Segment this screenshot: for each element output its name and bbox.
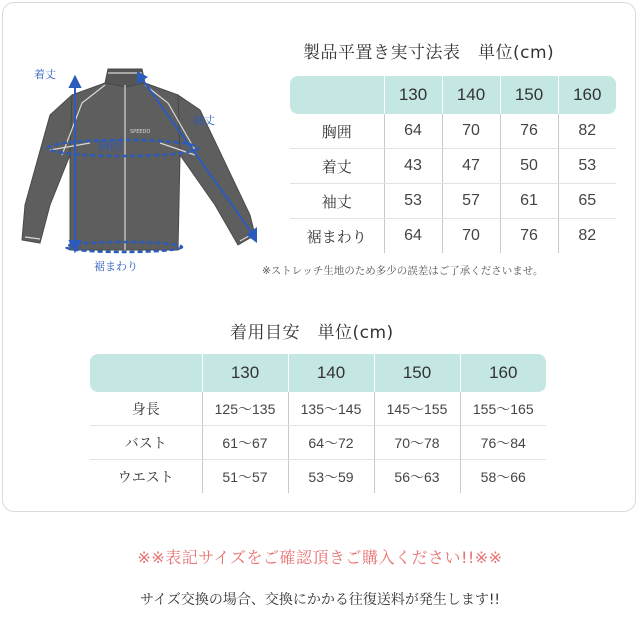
product-table-title: 製品平置き実寸法表 単位(cm) <box>303 43 555 63</box>
table-row <box>90 392 546 426</box>
table-cell: 135〜145 <box>288 392 374 426</box>
table-cell: 76 <box>500 219 558 254</box>
header-cell: 130 <box>202 354 288 392</box>
header-cell: 160 <box>460 354 546 392</box>
table-cell: 145〜155 <box>374 392 460 426</box>
table-cell: 53〜59 <box>288 460 374 494</box>
table-row <box>90 426 546 460</box>
table-header-row <box>90 354 546 392</box>
table-cell: 64 <box>384 114 442 149</box>
product-size-table <box>290 76 616 253</box>
jacket-illustration <box>22 69 255 250</box>
wearing-guide-table <box>90 354 546 493</box>
tolerance-note: ※ストレッチ生地のため多少の誤差はご了承くださいませ。 <box>262 265 544 277</box>
row-label: 胸囲 <box>290 114 384 149</box>
table-row <box>290 219 616 254</box>
table-cell: 70 <box>442 219 500 254</box>
table-cell: 50 <box>500 149 558 184</box>
label-chest: 胸囲 <box>98 139 123 153</box>
label-hem: 裾まわり <box>94 260 138 273</box>
row-label: バスト <box>90 426 202 460</box>
table-header-row <box>290 76 616 114</box>
header-cell <box>290 76 384 114</box>
table-row <box>290 114 616 149</box>
header-cell: 140 <box>288 354 374 392</box>
size-check-warning: ※※表記サイズをご確認頂きご購入ください!!※※ <box>137 548 503 567</box>
table-cell: 56〜63 <box>374 460 460 494</box>
table-cell: 70 <box>442 114 500 149</box>
exchange-shipping-note: サイズ交換の場合、交換にかかる往復送料が発生します!! <box>139 592 501 608</box>
rash-guard-diagram <box>10 55 280 285</box>
table-cell: 70〜78 <box>374 426 460 460</box>
wearing-table-title: 着用目安 単位(cm) <box>230 323 394 343</box>
label-sleeve: 袖丈 <box>193 114 215 127</box>
table-cell: 47 <box>442 149 500 184</box>
table-cell: 82 <box>558 114 616 149</box>
table-cell: 57 <box>442 184 500 219</box>
header-cell: 150 <box>500 76 558 114</box>
table-cell: 65 <box>558 184 616 219</box>
table-cell: 53 <box>558 149 616 184</box>
row-label: ウエスト <box>117 469 174 486</box>
table-cell: 61〜67 <box>202 426 288 460</box>
table-cell: 64〜72 <box>288 426 374 460</box>
table-cell: 125〜135 <box>202 392 288 426</box>
row-label: 身長 <box>90 392 202 426</box>
row-label: 裾まわり <box>306 227 367 246</box>
table-cell: 61 <box>500 184 558 219</box>
table-cell: 76〜84 <box>460 426 546 460</box>
row-label: 袖丈 <box>290 184 384 219</box>
label-length: 着丈 <box>34 68 56 81</box>
table-cell: 82 <box>558 219 616 254</box>
header-cell: 150 <box>374 354 460 392</box>
table-cell: 51〜57 <box>202 460 288 494</box>
table-cell: 155〜165 <box>460 392 546 426</box>
brand-logo: SPEEDO <box>130 129 151 135</box>
table-cell: 76 <box>500 114 558 149</box>
table-cell: 53 <box>384 184 442 219</box>
table-row <box>90 460 546 494</box>
header-cell: 130 <box>384 76 442 114</box>
table-cell: 64 <box>384 219 442 254</box>
table-cell: 43 <box>384 149 442 184</box>
header-cell <box>90 354 202 392</box>
table-row <box>290 184 616 219</box>
header-cell: 160 <box>558 76 616 114</box>
table-row <box>290 149 616 184</box>
header-cell: 140 <box>442 76 500 114</box>
row-label: 着丈 <box>290 149 384 184</box>
table-cell: 58〜66 <box>460 460 546 494</box>
